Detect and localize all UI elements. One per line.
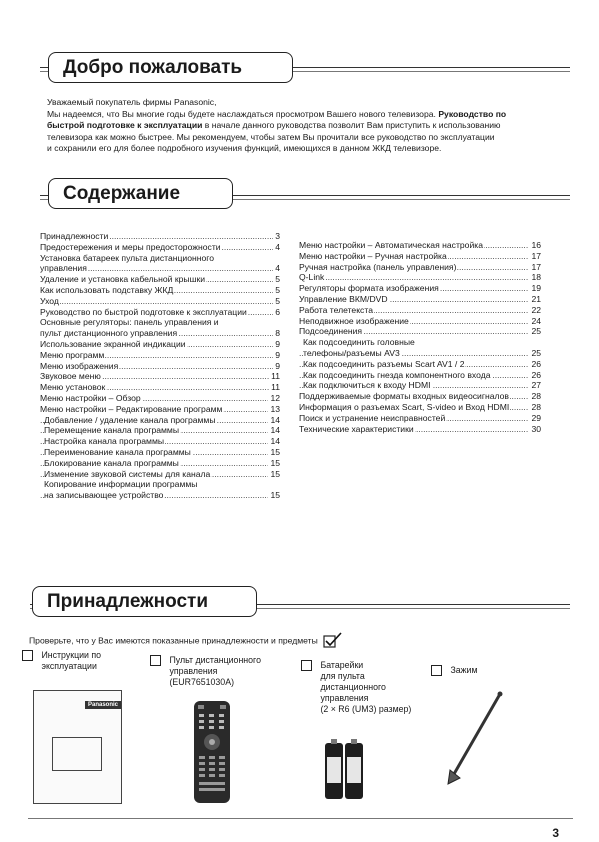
toc-entry xyxy=(40,479,280,490)
toc-entry-title: Меню настройки – Обзор xyxy=(40,392,141,403)
accessory-manual xyxy=(22,650,101,672)
toc-entry xyxy=(40,458,280,469)
toc-entry xyxy=(40,350,280,361)
toc-entry-title: Регуляторы формата изображения xyxy=(299,283,439,294)
toc-entry-title: Блокирование канала программы xyxy=(44,457,179,468)
toc-entry xyxy=(40,371,280,382)
toc-entry xyxy=(299,413,541,424)
toc-entry xyxy=(40,274,280,285)
toc-entry xyxy=(40,382,280,393)
toc-entry-title: Меню настройки – Автоматическая настройка xyxy=(299,240,483,250)
toc-entry xyxy=(299,240,541,251)
toc-entry-title: Q-Link xyxy=(299,272,325,283)
manual-brand: Panasonic xyxy=(85,701,121,709)
clamp-icon xyxy=(440,690,510,795)
toc-entry-title: Перемещение канала программы xyxy=(44,425,180,436)
toc-entry-page: 11 xyxy=(271,371,280,382)
toc-entry-page: 13 xyxy=(270,403,280,414)
toc-entry-title: Использование экранной индикации xyxy=(40,338,186,349)
toc-entry xyxy=(299,370,541,381)
toc-entry-page: 18 xyxy=(531,272,541,283)
toc-entry-title: Принадлежности xyxy=(40,231,109,241)
accessory-label: для пульта xyxy=(320,671,365,681)
accessory-label: управления xyxy=(169,666,218,676)
toc-entry xyxy=(299,391,541,402)
toc-entry xyxy=(299,380,541,391)
toc-entry-page: 24 xyxy=(531,315,541,326)
toc-entry xyxy=(40,296,280,307)
footer-rule xyxy=(28,818,573,819)
toc-entry-title: Добавление / удаление канала программы xyxy=(44,414,216,425)
toc-entry xyxy=(40,469,280,480)
toc-entry xyxy=(299,326,541,337)
toc-entry-title: Установка батареек пульта дистанционного xyxy=(40,252,214,263)
toc-entry xyxy=(299,348,541,359)
batteries-icon xyxy=(323,737,367,806)
checkbox-icon xyxy=(431,665,442,676)
toc-entry xyxy=(299,294,541,305)
toc-entry xyxy=(40,447,280,458)
intro-text xyxy=(47,97,562,155)
toc-entry-title: Как подсоединить гнезда компонентного входа xyxy=(303,369,491,380)
toc-entry-title: Неподвижное изображение xyxy=(299,315,409,326)
toc-entry-page: 16 xyxy=(531,240,541,250)
toc-entry-page: 17 xyxy=(531,250,541,261)
toc-entry xyxy=(40,253,280,264)
toc-entry-title: Меню программ xyxy=(40,349,105,360)
toc-entry xyxy=(40,328,280,339)
accessory-clamp xyxy=(431,665,478,676)
toc-entry xyxy=(40,231,280,242)
toc-entry-title: Подсоединения xyxy=(299,326,363,337)
intro-line: Уважаемый покупатель фирмы Panasonic, xyxy=(47,97,217,107)
intro-line: быстрой подготовке к эксплуатации в начале данного руководства позволит Вам приступить к использованию xyxy=(47,120,501,131)
accessory-batteries xyxy=(301,660,411,715)
toc-entry-page: 8 xyxy=(275,328,280,339)
check-instruction xyxy=(29,632,343,650)
accessory-label: Инструкции по xyxy=(41,650,102,660)
toc-entry xyxy=(40,436,280,447)
toc-entry-title: Управление ВКМ/DVD xyxy=(299,293,388,304)
toc-entry-title: Как использовать подставку ЖКД xyxy=(40,284,174,295)
toc-entry-title: Переименование канала программы xyxy=(44,446,191,457)
toc-entry-page: 29 xyxy=(531,412,541,423)
toc-entry xyxy=(40,285,280,296)
toc-entry-title: телефоны/разъемы AV3 xyxy=(303,347,400,358)
toc-entry-title: Информация о разъемах Scart, S-video и Вход HDMI xyxy=(299,401,510,412)
intro-line: Мы надеемся, что Вы многие годы будете наслаждаться просмотром Вашего нового телевизора. Руководство по xyxy=(47,108,507,119)
checkbox-icon xyxy=(301,660,312,671)
check-text: Проверьте, что у Вас имеются показанные принадлежности и предметы xyxy=(29,635,318,646)
toc-entry-page: 5 xyxy=(275,295,280,306)
toc-entry xyxy=(40,425,280,436)
toc-entry-title: Меню настройки – Редактирование программ xyxy=(40,403,223,414)
intro-line: телевизора как можно быстрее. Мы рекомендуем, чтобы затем Вы прочитали все руководство по эксплуатации xyxy=(47,131,495,142)
toc-entry-title: Меню изображения xyxy=(40,360,119,371)
toc-entry xyxy=(40,393,280,404)
toc-entry-page: 25 xyxy=(531,347,541,358)
welcome-title: Добро пожаловать xyxy=(48,52,293,83)
toc-entry-page: 14 xyxy=(270,436,280,447)
toc-entry xyxy=(40,415,280,426)
toc-entry-page: 28 xyxy=(531,401,541,412)
toc-entry-page: 11 xyxy=(271,382,280,393)
toc-entry-title: пульт дистанционного управления xyxy=(40,328,178,339)
toc-entry-title: Основные регуляторы: панель управления и xyxy=(40,317,219,328)
toc-entry xyxy=(299,305,541,316)
toc-entry xyxy=(299,316,541,327)
manual-booklet-icon xyxy=(33,690,122,804)
accessory-label: Зажим xyxy=(450,665,478,675)
toc-entry-page: 9 xyxy=(275,349,280,360)
accessory-label: (2 × R6 (UM3) размер) xyxy=(320,704,412,714)
toc-entry xyxy=(40,404,280,415)
toc-entry xyxy=(299,262,541,273)
toc-entry-page: 27 xyxy=(531,380,541,391)
toc-entry-title: Уход xyxy=(40,295,59,306)
toc-entry-page: 12 xyxy=(270,392,280,403)
intro-line: и сохранили его для более подробного изучения функций, имеющихся в данном ЖКД телевизоре. xyxy=(47,143,442,154)
toc-entry xyxy=(40,490,280,501)
toc-entry-title: Звуковое меню xyxy=(40,371,101,382)
toc-entry xyxy=(299,251,541,262)
accessory-label: эксплуатации xyxy=(41,661,97,671)
toc-entry xyxy=(40,263,280,274)
toc-right-column xyxy=(299,240,541,434)
accessory-remote xyxy=(150,655,261,688)
toc-entry-title: Поддерживаемые форматы входных видеосигналов xyxy=(299,391,509,402)
toc-entry-title: Как подключиться к входу HDMI xyxy=(303,380,431,391)
toc-entry-title: Меню установок xyxy=(40,382,106,393)
toc-entry-page: 5 xyxy=(275,284,280,295)
accessory-label: (EUR7651030A) xyxy=(169,677,234,687)
toc-entry-page: 26 xyxy=(531,369,541,380)
toc-entry xyxy=(299,272,541,283)
toc-entry-page: 3 xyxy=(275,231,280,241)
toc-entry-title: Технические характеристики xyxy=(299,423,414,434)
toc-entry-page: 15 xyxy=(270,468,280,479)
toc-left-column xyxy=(40,231,280,501)
toc-entry xyxy=(40,242,280,253)
toc-entry xyxy=(40,307,280,318)
toc-entry-page: 14 xyxy=(270,414,280,425)
checkmark-box-icon xyxy=(323,632,343,650)
toc-entry-page: 9 xyxy=(275,360,280,371)
toc-entry-page: 15 xyxy=(270,446,280,457)
toc-entry xyxy=(40,317,280,328)
toc-entry-title: управления xyxy=(40,263,87,274)
toc-entry-page: 6 xyxy=(275,306,280,317)
toc-entry xyxy=(299,359,541,370)
toc-entry-page: 4 xyxy=(275,263,280,274)
toc-entry xyxy=(299,283,541,294)
toc-entry-title: Изменение звуковой системы для канала xyxy=(44,468,211,479)
toc-entry-title: на записывающее устройство xyxy=(44,490,164,501)
toc-entry-title: Поиск и устранение неисправностей xyxy=(299,412,446,423)
toc-entry-title: Меню настройки – Ручная настройка xyxy=(299,250,447,261)
accessory-label: Батарейки xyxy=(320,660,364,670)
toc-entry-page: 14 xyxy=(270,425,280,436)
accessory-label: дистанционного xyxy=(320,682,386,692)
toc-entry xyxy=(299,424,541,435)
contents-title: Содержание xyxy=(48,178,233,209)
toc-entry-title: Настройка канала программы xyxy=(44,436,165,447)
toc-entry-page: 17 xyxy=(531,261,541,272)
toc-entry-title: Руководство по быстрой подготовке к эксплуатации xyxy=(40,306,247,317)
toc-entry xyxy=(40,361,280,372)
checkbox-icon xyxy=(22,650,33,661)
accessory-label: управления xyxy=(320,693,369,703)
toc-entry-page: 25 xyxy=(531,326,541,337)
toc-entry-page: 30 xyxy=(531,423,541,434)
toc-entry-title: Как подсоединить головные xyxy=(303,337,415,348)
toc-entry-title: Работа телетекста xyxy=(299,304,373,315)
toc-entry-page: 15 xyxy=(270,457,280,468)
toc-entry xyxy=(299,402,541,413)
remote-control-icon xyxy=(191,700,233,809)
toc-entry-page: 28 xyxy=(531,391,541,402)
toc-entry-title: Копирование информации программы xyxy=(44,479,198,490)
toc-entry-title: Предостережения и меры предосторожности xyxy=(40,241,221,252)
toc-entry-page: 4 xyxy=(275,241,280,252)
toc-entry-page: 19 xyxy=(531,283,541,294)
checkbox-icon xyxy=(150,655,161,666)
toc-entry xyxy=(299,337,541,348)
toc-entry-title: Удаление и установка кабельной крышки xyxy=(40,274,206,285)
toc-entry-page: 9 xyxy=(275,338,280,349)
toc-entry-title: Как подсоединить разъемы Scart AV1 / 2 xyxy=(303,358,465,369)
toc-entry-title: Ручная настройка (панель управления) xyxy=(299,261,457,272)
toc-entry-page: 5 xyxy=(275,274,280,285)
accessory-label: Пульт дистанционного xyxy=(169,655,261,665)
toc-entry xyxy=(40,339,280,350)
toc-entry-page: 22 xyxy=(531,304,541,315)
toc-entry-page: 15 xyxy=(270,490,280,501)
toc-entry-page: 21 xyxy=(531,293,541,304)
accessories-title: Принадлежности xyxy=(32,586,257,617)
toc-entry-page: 26 xyxy=(531,358,541,369)
page-number: 3 xyxy=(552,826,559,840)
